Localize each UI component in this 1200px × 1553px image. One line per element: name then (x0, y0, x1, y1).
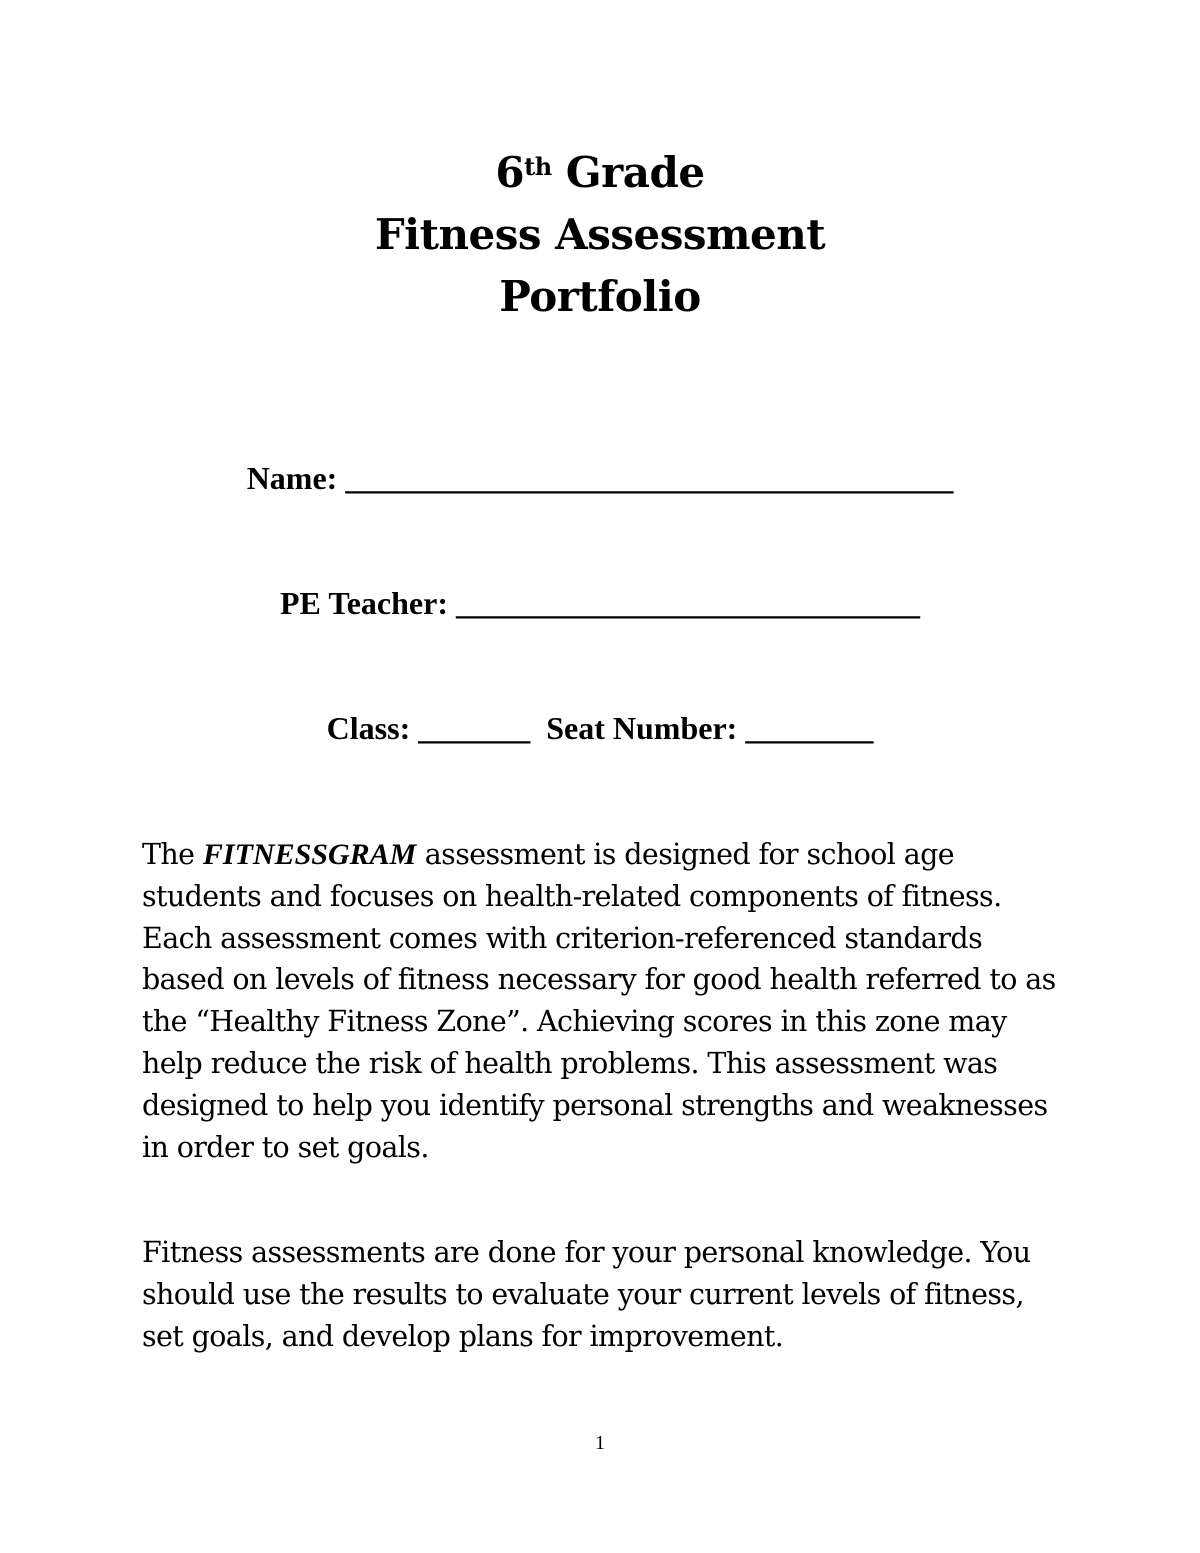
paragraph-line-rest: assessment is designed for school age (416, 838, 955, 871)
grade-number: 6 (495, 148, 525, 197)
paragraph-line (142, 834, 1082, 876)
title-portfolio: Portfolio (499, 272, 701, 321)
paragraph-line: the “Healthy Fitness Zone”. Achieving scores in this zone may (142, 1005, 1007, 1039)
paragraph-line: help reduce the risk of health problems. This assessment was (142, 1046, 998, 1080)
paragraph-line: should use the results to evaluate your current levels of fitness, (142, 1277, 1024, 1311)
purpose-paragraph (142, 1232, 1082, 1357)
grade-ordinal-suffix: th (524, 152, 552, 181)
fitnessgram-brand: FITNESSGRAM (202, 838, 417, 871)
name-field[interactable]: Name: ______________________________________ (246, 460, 954, 496)
page-number: 1 (595, 1432, 605, 1454)
paragraph-line: set goals, and develop plans for improvement. (142, 1319, 784, 1353)
title-grade (0, 142, 1200, 204)
paragraph-line: Each assessment comes with criterion-referenced standards (142, 921, 983, 955)
seat-number-field[interactable]: Seat Number: ________ (546, 710, 874, 746)
paragraph-line: based on levels of fitness necessary for good health referred to as (142, 963, 1056, 997)
page-title (0, 142, 1200, 328)
paragraph-line: Fitness assessments are done for your personal knowledge. You (142, 1236, 1031, 1269)
grade-word: Grade (551, 148, 705, 197)
paragraph-intro: The (142, 838, 203, 871)
class-field[interactable]: Class: _______ (326, 710, 531, 746)
paragraph-line: students and focuses on health-related components of fitness. (142, 879, 1002, 913)
pe-teacher-field[interactable]: PE Teacher: _____________________________ (280, 585, 920, 621)
paragraph-line: designed to help you identify personal strengths and weaknesses (142, 1088, 1048, 1122)
paragraph-line: in order to set goals. (142, 1130, 429, 1164)
class-seat-row (0, 710, 1200, 747)
title-assessment: Fitness Assessment (374, 210, 826, 259)
intro-paragraph (142, 834, 1082, 1168)
